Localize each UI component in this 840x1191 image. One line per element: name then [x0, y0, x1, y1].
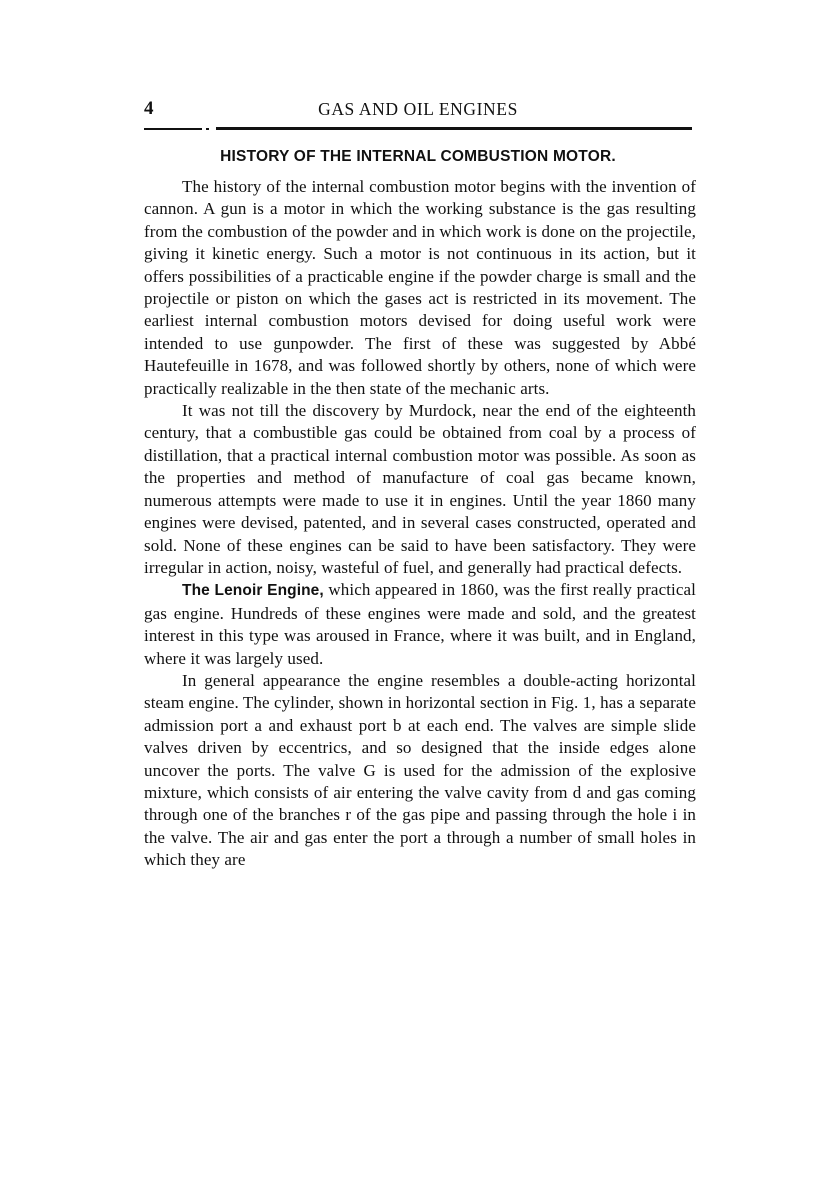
running-title: GAS AND OIL ENGINES [318, 99, 518, 119]
paragraph-4-text: In general appearance the engine resembles a double-acting horizontal steam engine. The cylinder, shown in horizontal section in Fig. 1, has a separate admission port a and exhaust port b at each end. The valves are simple slide valves driven by eccentrics, and so designed that the inside edges alone uncover the ports. The valve G is used for the admission of the explosive mixture, which consists of air entering the valve cavity from d and gas coming through one of the branches r of the gas pipe and passing through the hole i in the valve. The air and gas enter the port a through a number of small holes in which they are [144, 670, 696, 870]
lenoir-engine-heading: The Lenoir Engine, [182, 582, 324, 600]
running-header [144, 97, 692, 123]
paragraph-1-text: The history of the internal combustion motor begins with the invention of cannon. A gun is a motor in which the working substance is the gas resulting from the combustion of the powder and in which work is done on the projectile, giving it kinetic energy. Such a motor is not continuous in its action, but it offers possibilities of a practicable engine if the powder charge is small and the projectile or piston on which the gases act is restricted in its movement. The earliest internal combustion motors devised for doing useful work were intended to use gunpowder. The first of these was suggested by Abbé Hautefeuille in 1678, and was followed shortly by others, none of which were practically realizable in the then state of the mechanic arts. [144, 177, 696, 398]
header-rule-dot [206, 128, 209, 130]
paragraph-2-text: It was not till the discovery by Murdock, near the end of the eighteenth century, that a combustible gas could be obtained from coal by a process of distillation, that a practical internal combustion motor was possible. As soon as the properties and method of manufacture of coal gas became known, numerous attempts were made to use it in engines. Until the year 1860 many engines were devised, patented, and in several cases constructed, operated and sold. None of these engines can be said to have been satisfactory. They were irregular in action, noisy, wasteful of fuel, and generally had practical defects. [144, 401, 696, 577]
paragraph-4 [144, 670, 696, 872]
paragraph-1 [144, 176, 696, 400]
section-title: HISTORY OF THE INTERNAL COMBUSTION MOTOR. [220, 148, 616, 165]
header-rule [144, 127, 692, 130]
header-rule-long [216, 127, 692, 130]
page-number: 4 [144, 98, 154, 119]
body-text [144, 176, 696, 872]
header-rule-short [144, 128, 202, 130]
paragraph-3 [144, 579, 696, 670]
paragraph-2 [144, 400, 696, 579]
paragraph-3-text: which appeared in 1860, was the first really practical gas engine. Hundreds of these engines were made and sold, and the greatest interest in this type was aroused in France, where it was built, and in England, where it was largely used. [144, 580, 696, 668]
